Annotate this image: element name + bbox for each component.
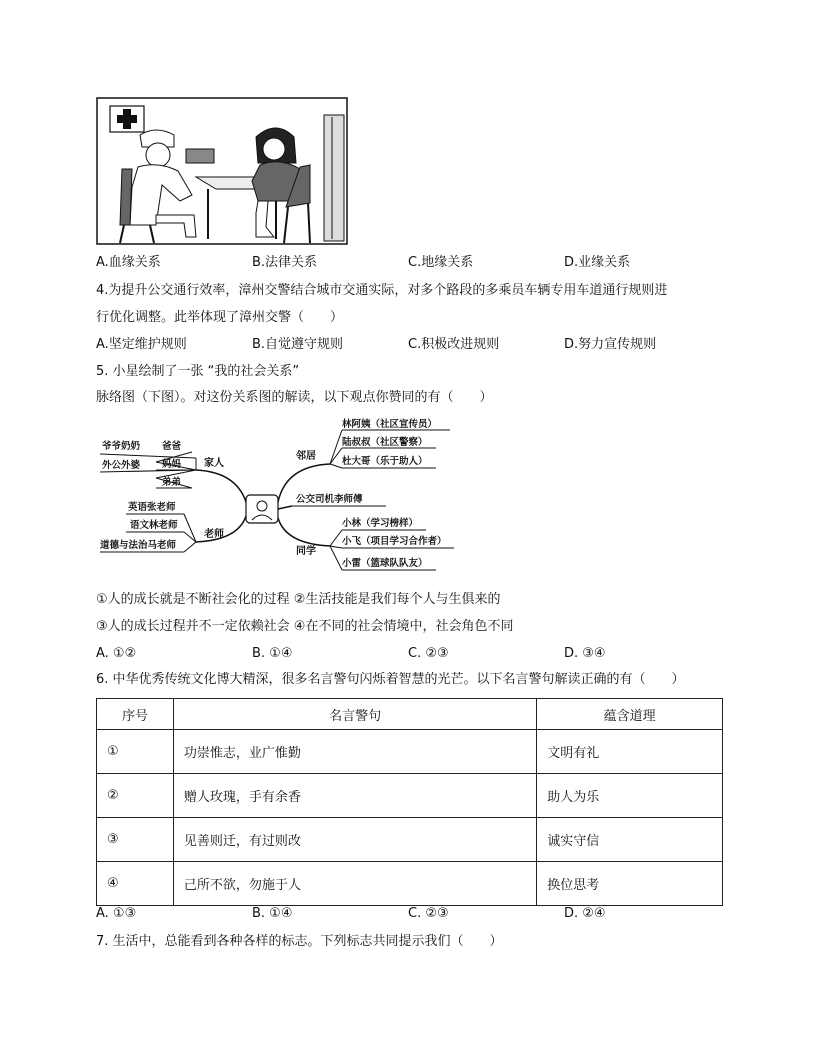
q6-stem: 6. 中华优秀传统文化博大精深，很多名言警句闪烁着智慧的光芒。以下名言警句解读正确的有（ ） <box>96 672 685 687</box>
family-grandparents: 爷爷奶奶 <box>102 441 141 452</box>
family-father: 爸爸 <box>162 441 182 452</box>
row-index: ③ <box>97 818 174 862</box>
row-meaning: 文明有礼 <box>537 730 723 774</box>
q5-statements-line1: ①人的成长就是不断社会化的过程 ②生活技能是我们每个人与生俱来的 <box>96 592 501 607</box>
neighbor-aunt-lin: 林阿姨（社区宣传员） <box>342 419 438 430</box>
classmate-xiaofei: 小飞（项目学习合作者） <box>342 536 447 547</box>
table-row <box>97 774 723 818</box>
row-meaning: 换位思考 <box>537 862 723 906</box>
table-header-row <box>97 699 723 730</box>
q3-option-d[interactable]: D.业缘关系 <box>564 255 631 270</box>
q3-option-c[interactable]: C.地缘关系 <box>408 255 474 270</box>
row-quote: 赠人玫瑰，手有余香 <box>173 774 536 818</box>
q3-option-a[interactable]: A.血缘关系 <box>96 255 161 270</box>
classmate-xiaolin: 小林（学习榜样） <box>342 518 419 529</box>
family-brother: 弟弟 <box>162 477 182 488</box>
neighbor-branch-label: 邻居 <box>296 451 316 462</box>
q6-option-b[interactable]: B. ①④ <box>252 906 293 921</box>
social-relations-mindmap <box>96 414 456 584</box>
q5-stem-line2: 脉络图（下图）。对这份关系图的解读，以下观点你赞同的有（ ） <box>96 390 493 405</box>
family-maternal-grandparents: 外公外婆 <box>102 460 141 471</box>
q4-stem-line2: 行优化调整。此举体现了漳州交警（ ） <box>96 310 344 325</box>
table-row <box>97 818 723 862</box>
teacher-english: 英语张老师 <box>128 502 176 513</box>
header-quote: 名言警句 <box>173 699 536 730</box>
neighbor-brother-du: 杜大哥（乐于助人） <box>342 456 428 467</box>
q4-option-b[interactable]: B.自觉遵守规则 <box>252 337 344 352</box>
bus-driver: 公交司机李师傅 <box>296 494 363 505</box>
header-index: 序号 <box>97 699 174 730</box>
q5-option-b[interactable]: B. ①④ <box>252 646 293 661</box>
row-index: ① <box>97 730 174 774</box>
table-row <box>97 730 723 774</box>
header-meaning: 蕴含道理 <box>537 699 723 730</box>
classmate-xiaolei: 小雷（篮球队队友） <box>342 558 428 569</box>
q4-stem-line1: 4.为提升公交通行效率，漳州交警结合城市交通实际，对多个路段的多乘员车辆专用车道通行规则进 <box>96 283 668 298</box>
q5-statements-line2: ③人的成长过程并不一定依赖社会 ④在不同的社会情境中，社会角色不同 <box>96 619 514 634</box>
row-meaning: 助人为乐 <box>537 774 723 818</box>
table-row <box>97 862 723 906</box>
classmate-branch-label: 同学 <box>296 546 316 557</box>
q5-option-c[interactable]: C. ②③ <box>408 646 449 661</box>
teacher-ethics: 道德与法治马老师 <box>100 540 177 551</box>
row-index: ② <box>97 774 174 818</box>
q3-option-b[interactable]: B.法律关系 <box>252 255 318 270</box>
row-quote: 见善则迁，有过则改 <box>173 818 536 862</box>
q4-option-a[interactable]: A.坚定维护规则 <box>96 337 187 352</box>
q6-option-d[interactable]: D. ②④ <box>564 906 606 921</box>
q6-quotes-table <box>96 698 723 906</box>
q4-option-d[interactable]: D.努力宣传规则 <box>564 337 657 352</box>
q6-option-c[interactable]: C. ②③ <box>408 906 449 921</box>
row-meaning: 诚实守信 <box>537 818 723 862</box>
row-quote: 功崇惟志，业广惟勤 <box>173 730 536 774</box>
q5-option-a[interactable]: A. ①② <box>96 646 137 661</box>
family-mother: 妈妈 <box>162 459 182 470</box>
neighbor-uncle-lu: 陆叔叔（社区警察） <box>342 437 428 448</box>
teacher-chinese: 语文林老师 <box>130 520 178 531</box>
q5-stem-line1: 5. 小星绘制了一张 “我的社会关系” <box>96 364 300 379</box>
family-branch-label: 家人 <box>204 458 224 469</box>
q6-option-a[interactable]: A. ①③ <box>96 906 137 921</box>
q4-option-c[interactable]: C.积极改进规则 <box>408 337 500 352</box>
q5-option-d[interactable]: D. ③④ <box>564 646 606 661</box>
row-quote: 己所不欲，勿施于人 <box>173 862 536 906</box>
row-index: ④ <box>97 862 174 906</box>
teacher-branch-label: 老师 <box>204 529 224 540</box>
doctor-patient-illustration <box>96 97 348 245</box>
q7-stem: 7. 生活中，总能看到各种各样的标志。下列标志共同提示我们（ ） <box>96 934 503 949</box>
